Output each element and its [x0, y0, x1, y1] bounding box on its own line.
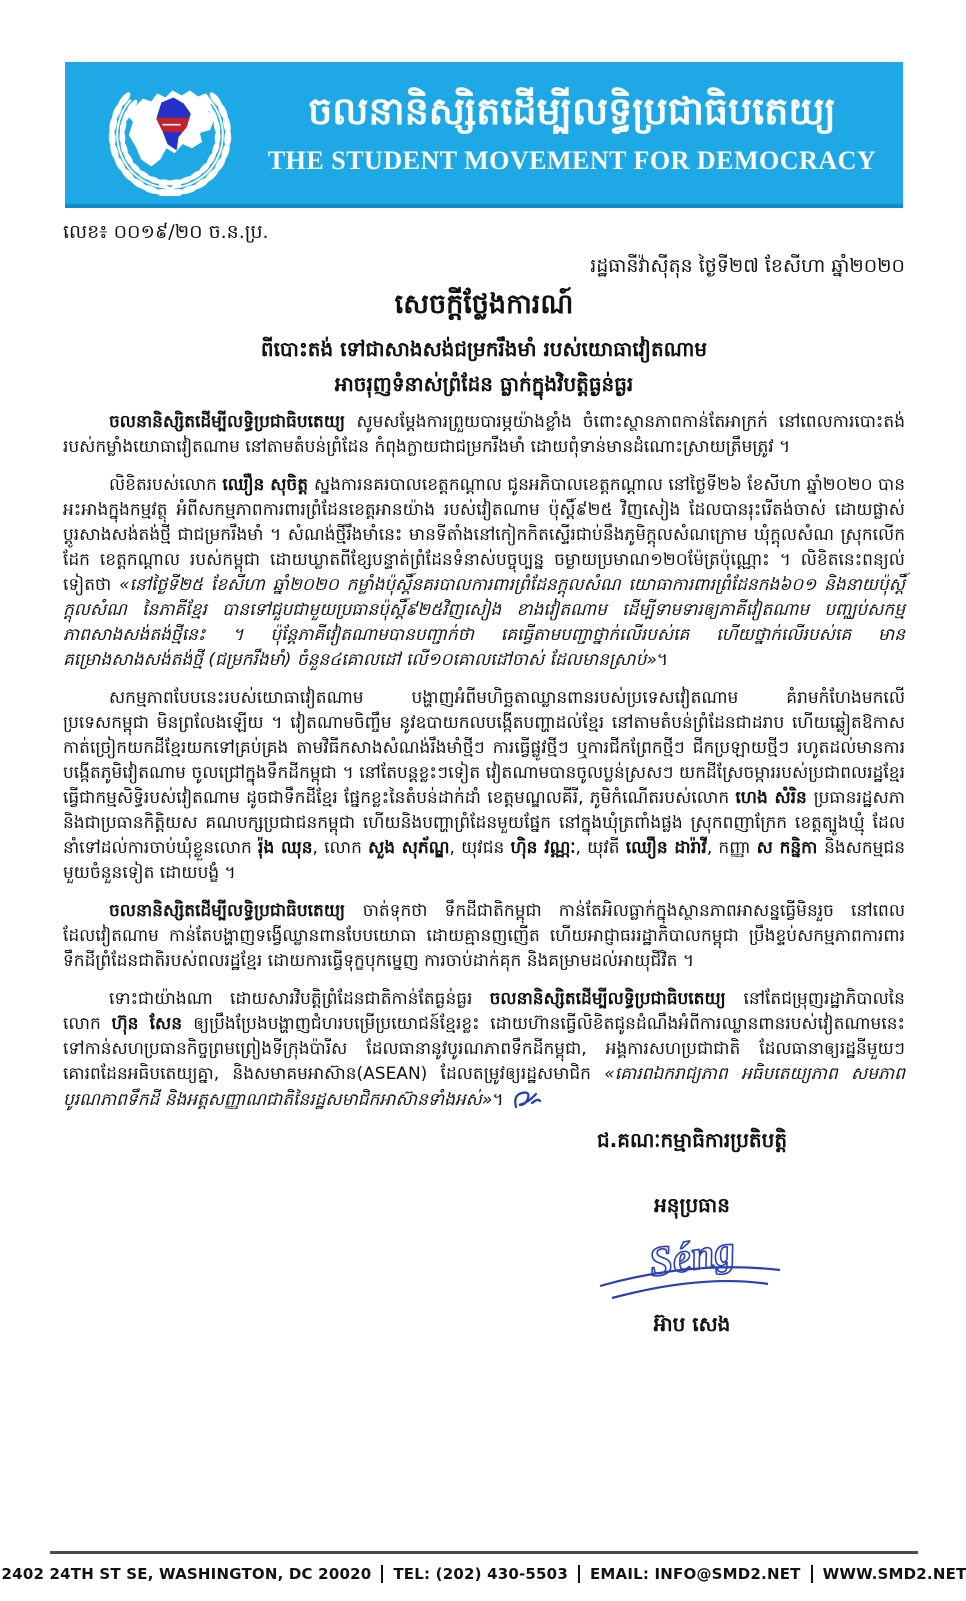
text-run: ឈឿន សុចិត្ត [222, 474, 314, 495]
statement-title-block [63, 288, 905, 401]
title-line-1: សេចក្តីថ្លែងការណ៍ [394, 289, 574, 320]
text-run: សូមសម្តែងការព្រួយបារម្ភយ៉ាងខ្លាំង ចំពោះស្ថានភាពកាន់តែអាក្រក់ នៅពេលការបោះតង់របស់កម្លាំងយោធាវៀតណាម នៅតាមតំបន់ព្រំដែន កំពុងក្លាយជាជម្រករឹងមាំ ដោយពុំទាន់មានដំណោះស្រាយត្រឹមត្រូវ ។ [63, 412, 905, 457]
text-run: , យុវជន [449, 837, 511, 858]
text-run: លិខិតរបស់លោក [109, 474, 223, 495]
text-run: ហ៊ុន សែន [111, 1013, 194, 1034]
text-run: ហេង សំរិន [735, 787, 814, 808]
footer-text [1, 1565, 966, 1583]
signatory-name: អ៊ាប សេង [653, 1312, 731, 1337]
text-run: ។ [656, 649, 669, 670]
signoff-role: អនុប្រធាន [654, 1193, 730, 1217]
paragraph [63, 686, 905, 886]
letterhead-banner [65, 62, 903, 208]
text-run: ចលនានិស្សិតដើម្បីលទ្ធិប្រជាធិបតេយ្យ [109, 900, 363, 921]
text-run: ចលនានិស្សិតដើម្បីលទ្ធិប្រជាធិបតេយ្យ [489, 988, 744, 1009]
text-run: ឈឿន ដារ៉ាវី [625, 837, 707, 858]
text-run: ចាត់ទុកថា ទឹកដីជាតិកម្ពុជា កាន់តែអិលធ្លាក់ក្នុងស្ថានភាពអាសន្នធ្វើមិនរួច នៅពេលដែលវៀតណាម កាន់តែបង្ហាញទង្វើឈ្លានពានបែបយោធា ដោយគ្មានញញើត ហើយអាជ្ញាធររដ្ឋាភិបាលកម្ពុជា ប្រឹងខ្ទប់សកម្មភាពការពារទឹកដីព្រំដែនជាតិរបស់ពលរដ្ឋខ្មែរ ដោយការធ្វើទុក្ខបុកម្នេញ ការចាប់ដាក់គុក និងគម្រាមដល់អាយុជីវិត ។ [63, 900, 906, 971]
footer-item: TEL: (202) 430-5503 [393, 1565, 568, 1583]
text-run: និងសកម្មជនមួយចំនួនទៀត ដោយបង្ខំ ។ [63, 837, 905, 883]
text-run: , កញ្ញា [706, 837, 757, 858]
org-logo [75, 66, 265, 200]
letter-body [63, 410, 905, 1340]
text-run: , លោក [312, 837, 369, 858]
inner-map-script [162, 124, 180, 126]
text-run: ស កន្និកា [756, 837, 825, 858]
banner-titles [265, 90, 893, 176]
paragraph [63, 899, 905, 974]
org-name-english: THE STUDENT MOVEMENT FOR DEMOCRACY [267, 145, 877, 175]
org-name-khmer: ចលនានិស្សិតដើម្បីលទ្ធិប្រជាធិបតេយ្យ [308, 89, 836, 134]
text-run: , យុវតី [575, 837, 626, 858]
text-run: ។ [492, 1089, 504, 1110]
text-run: សកម្មភាពបែបនេះរបស់យោធាវៀតណាម បង្ហាញអំពីមហិច្ឆតាឈ្លានពានរបស់ប្រទេសវៀតណាម គំរាមកំហែងមកលើប្រទេសកម្ពុជា មិនព្រលែងឡើយ ។ វៀតណាមចិញ្ចឹម នូវឧបាយកលបង្កើតបញ្ហាដល់ខ្មែរ នៅតាមតំបន់ព្រំដែនជាដរាប ហើយឆ្លៀតឱកាសកាត់ច្រៀកយកដីខ្មែរយកទៅគ្រប់គ្រង តាមវិធីកសាងសំណង់រឹងមាំថ្មីៗ ការធ្វើផ្លូវថ្មីៗ ឬការជីកព្រែកថ្មីៗ ជីកប្រឡាយថ្មីៗ រហូតដល់មានការបង្កើតភូមិវៀតណាម ចូលជ្រៅក្នុងទឹកដីកម្ពុជា ។ នៅតែបន្តខ្លះៗទៀត វៀតណាមបានចូលប្លន់ស្រសៗ យកដីស្រែចម្ការរបស់ប្រជាពលរដ្ឋខ្មែរ ធ្វើជាកម្មសិទ្ធិរបស់វៀតណាម ដូចជាទឹកដីខ្មែរ ផ្នែកខ្លះនៃតំបន់ដាក់ដាំ ខេត្តមណ្ឌលគីរី, ភូមិកំណើតរបស់លោក [63, 687, 905, 808]
paragraph [63, 987, 905, 1113]
footer-separator [578, 1565, 580, 1583]
footer-item: WWW.SMD2.NET [822, 1565, 966, 1583]
text-run: ប្រធានរដ្ឋសភា និងជាប្រធានកិត្តិយស គណបក្សប្រជាជនកម្ពុជា ហើយនិងបញ្ហាព្រំដែនមួយផ្នែក នៅក្នុងឃុំត្រពាំងផ្លង ស្រុកពញាក្រែក ខេត្តត្បូងឃ្មុំ ដែលនាំទៅដល់ការចាប់ឃុំខ្លួនលោក [63, 787, 905, 858]
svg-text:Séng: Séng [645, 1227, 739, 1287]
text-run: «គោរពឯករាជ្យភាព អធិបតេយ្យភាព សមភាព បូរណភាពទឹកដី និងអត្តសញ្ញាណជាតិនៃរដ្ឋសមាជិកអាស៊ានទាំងអស់» [63, 1063, 906, 1110]
text-run: សួង សុភ័ណ្ឌ [368, 837, 450, 858]
paragraph [63, 410, 905, 460]
signoff-block [507, 1126, 877, 1340]
text-run: ស្នងការនគរបាលខេត្តកណ្តាល ជូនអភិបាលខេត្តកណ្តាល នៅថ្ងៃទី២៦ ខែសីហា ឆ្នាំ២០២០ បានអះអាងក្នុងកម្មវត្ថុ អំពីសកម្មភាពការពារព្រំដែនខេត្តអានយ៉ាង របស់វៀតណាម ប៉ុស្តិ៍៩២៥ វិញសៀង ដែលបានរុះរើតង់ចាស់ ដោយផ្លាស់ប្តូរសាងសង់តង់ថ្មី ជាជម្រករឹងមាំ ។ សំណង់ថ្មីរឹងមាំនេះ មានទីតាំងនៅកៀកកិតស្ទើរជាប់នឹងភូមិក្តុលសំណក្រោម ឃុំក្តុលសំណ ស្រុកលើកដែក ខេត្តកណ្តាល របស់កម្ពុជា ដោយឃ្លាតពីខ្សែបន្ទាត់ព្រំដែនទំនាស់បច្ចុប្បន្ន ចម្ងាយប្រមាណ១២០ម៉ែត្រប៉ុណ្ណោះ ។ លិខិតនេះពន្យល់ទៀតថា [63, 474, 905, 595]
text-run: នៅតែជម្រុញរដ្ឋាភិបាលនៃលោក [63, 988, 905, 1034]
text-run: ទោះជាយ៉ាងណា ដោយសារវិបត្តិព្រំដែនជាតិកាន់តែធ្ងន់ធ្ងរ [109, 988, 490, 1009]
footer-item: EMAIL: INFO@SMD2.NET [589, 1565, 801, 1583]
laurel-wreath-cambodia-map-icon [75, 66, 265, 200]
title-line-2: ពីបោះតង់ ទៅជាសាងសង់ជម្រករឹងមាំ របស់យោធាវៀតណាម [260, 337, 708, 361]
text-run: រ៉ុង ឈុន [258, 837, 313, 858]
paraph-flourish-icon [510, 1087, 542, 1113]
date-line: រដ្ឋធានីវ៉ាស៊ីតុន ថ្ងៃទី២៧ ខែសីហា ឆ្នាំ២០២០ [590, 255, 905, 277]
text-run: ចលនានិស្សិតដើម្បីលទ្ធិប្រជាធិបតេយ្យ [109, 412, 357, 432]
title-line-3: អាចរុញទំនាស់ព្រំដែន ធ្លាក់ក្នុងវិបត្តិធ្ងន់ធ្ងរ [334, 372, 634, 396]
reference-number: លេខ៖ ០០១៩/២០ ច.ន.ប្រ. [63, 221, 269, 243]
paragraph [63, 473, 905, 673]
text-run: ហ៊ិន វណ្ណៈ [510, 837, 576, 858]
letter-meta [63, 220, 905, 282]
footer-separator [381, 1565, 383, 1583]
footer [1, 1551, 966, 1583]
footer-rule [50, 1551, 918, 1554]
footer-item: 2402 24TH ST SE, WASHINGTON, DC 20020 [1, 1565, 372, 1583]
body-paragraphs [63, 410, 905, 1113]
signoff-for-label: ជ.គណៈកម្មាធិការប្រតិបត្តិ [596, 1127, 788, 1152]
text-run: ឲ្យប្រឹងប្រែងបង្ហាញជំហរបម្រើប្រយោជន៍ខ្មែរខ្លះ ដោយហ៊ានធ្វើលិខិតជូនដំណឹងអំពីការឈ្លានពានរបស់វៀតណាមនេះ ទៅកាន់សហប្រធានកិច្ចព្រមព្រៀងទីក្រុងប៉ារីស ដែលធានានូវបូរណភាពទឹកដីកម្ពុជា, អង្គការសហប្រជាជាតិ ដែលធានាឲ្យរដ្ឋនីមួយៗគោរពដែនអធិបតេយ្យគ្នា, និងសមាគមអាស៊ាន(ASEAN) ដែលតម្រូវឲ្យរដ្ឋសមាជិក [63, 1013, 905, 1084]
text-run: «នៅថ្ងៃទី២៥ ខែសីហា ឆ្នាំ២០២០ កម្លាំងប៉ុស្តិ៍នគរបាលការពារព្រំដែនក្តុលសំណ យោធាការពារព្រំដែនកង៦០១ និងនាយប៉ុស្តិ៍ក្តុលសំណ នៃភាគីខ្មែរ បានទៅជួបជាមួយប្រធានប៉ុស្តិ៍៩២៥វិញសៀង ខាងវៀតណាម ដើម្បីទាមទារឲ្យភាគីវៀតណាម បញ្ឈប់សកម្មភាពសាងសង់តង់ថ្មីនេះ ។ ប៉ុន្តែភាគីវៀតណាមបានបញ្ជាក់ថា គេធ្វើតាមបញ្ជាថ្នាក់លើរបស់គេ ហើយថ្នាក់លើរបស់គេ មានគម្រោងសាងសង់តង់ថ្មី (ជម្រករឹងមាំ) ចំនួន៤គោលដៅ លើ១០គោលដៅចាស់ ដែលមានស្រាប់» [63, 574, 905, 670]
footer-separator [811, 1565, 813, 1583]
signature-icon [572, 1224, 812, 1310]
